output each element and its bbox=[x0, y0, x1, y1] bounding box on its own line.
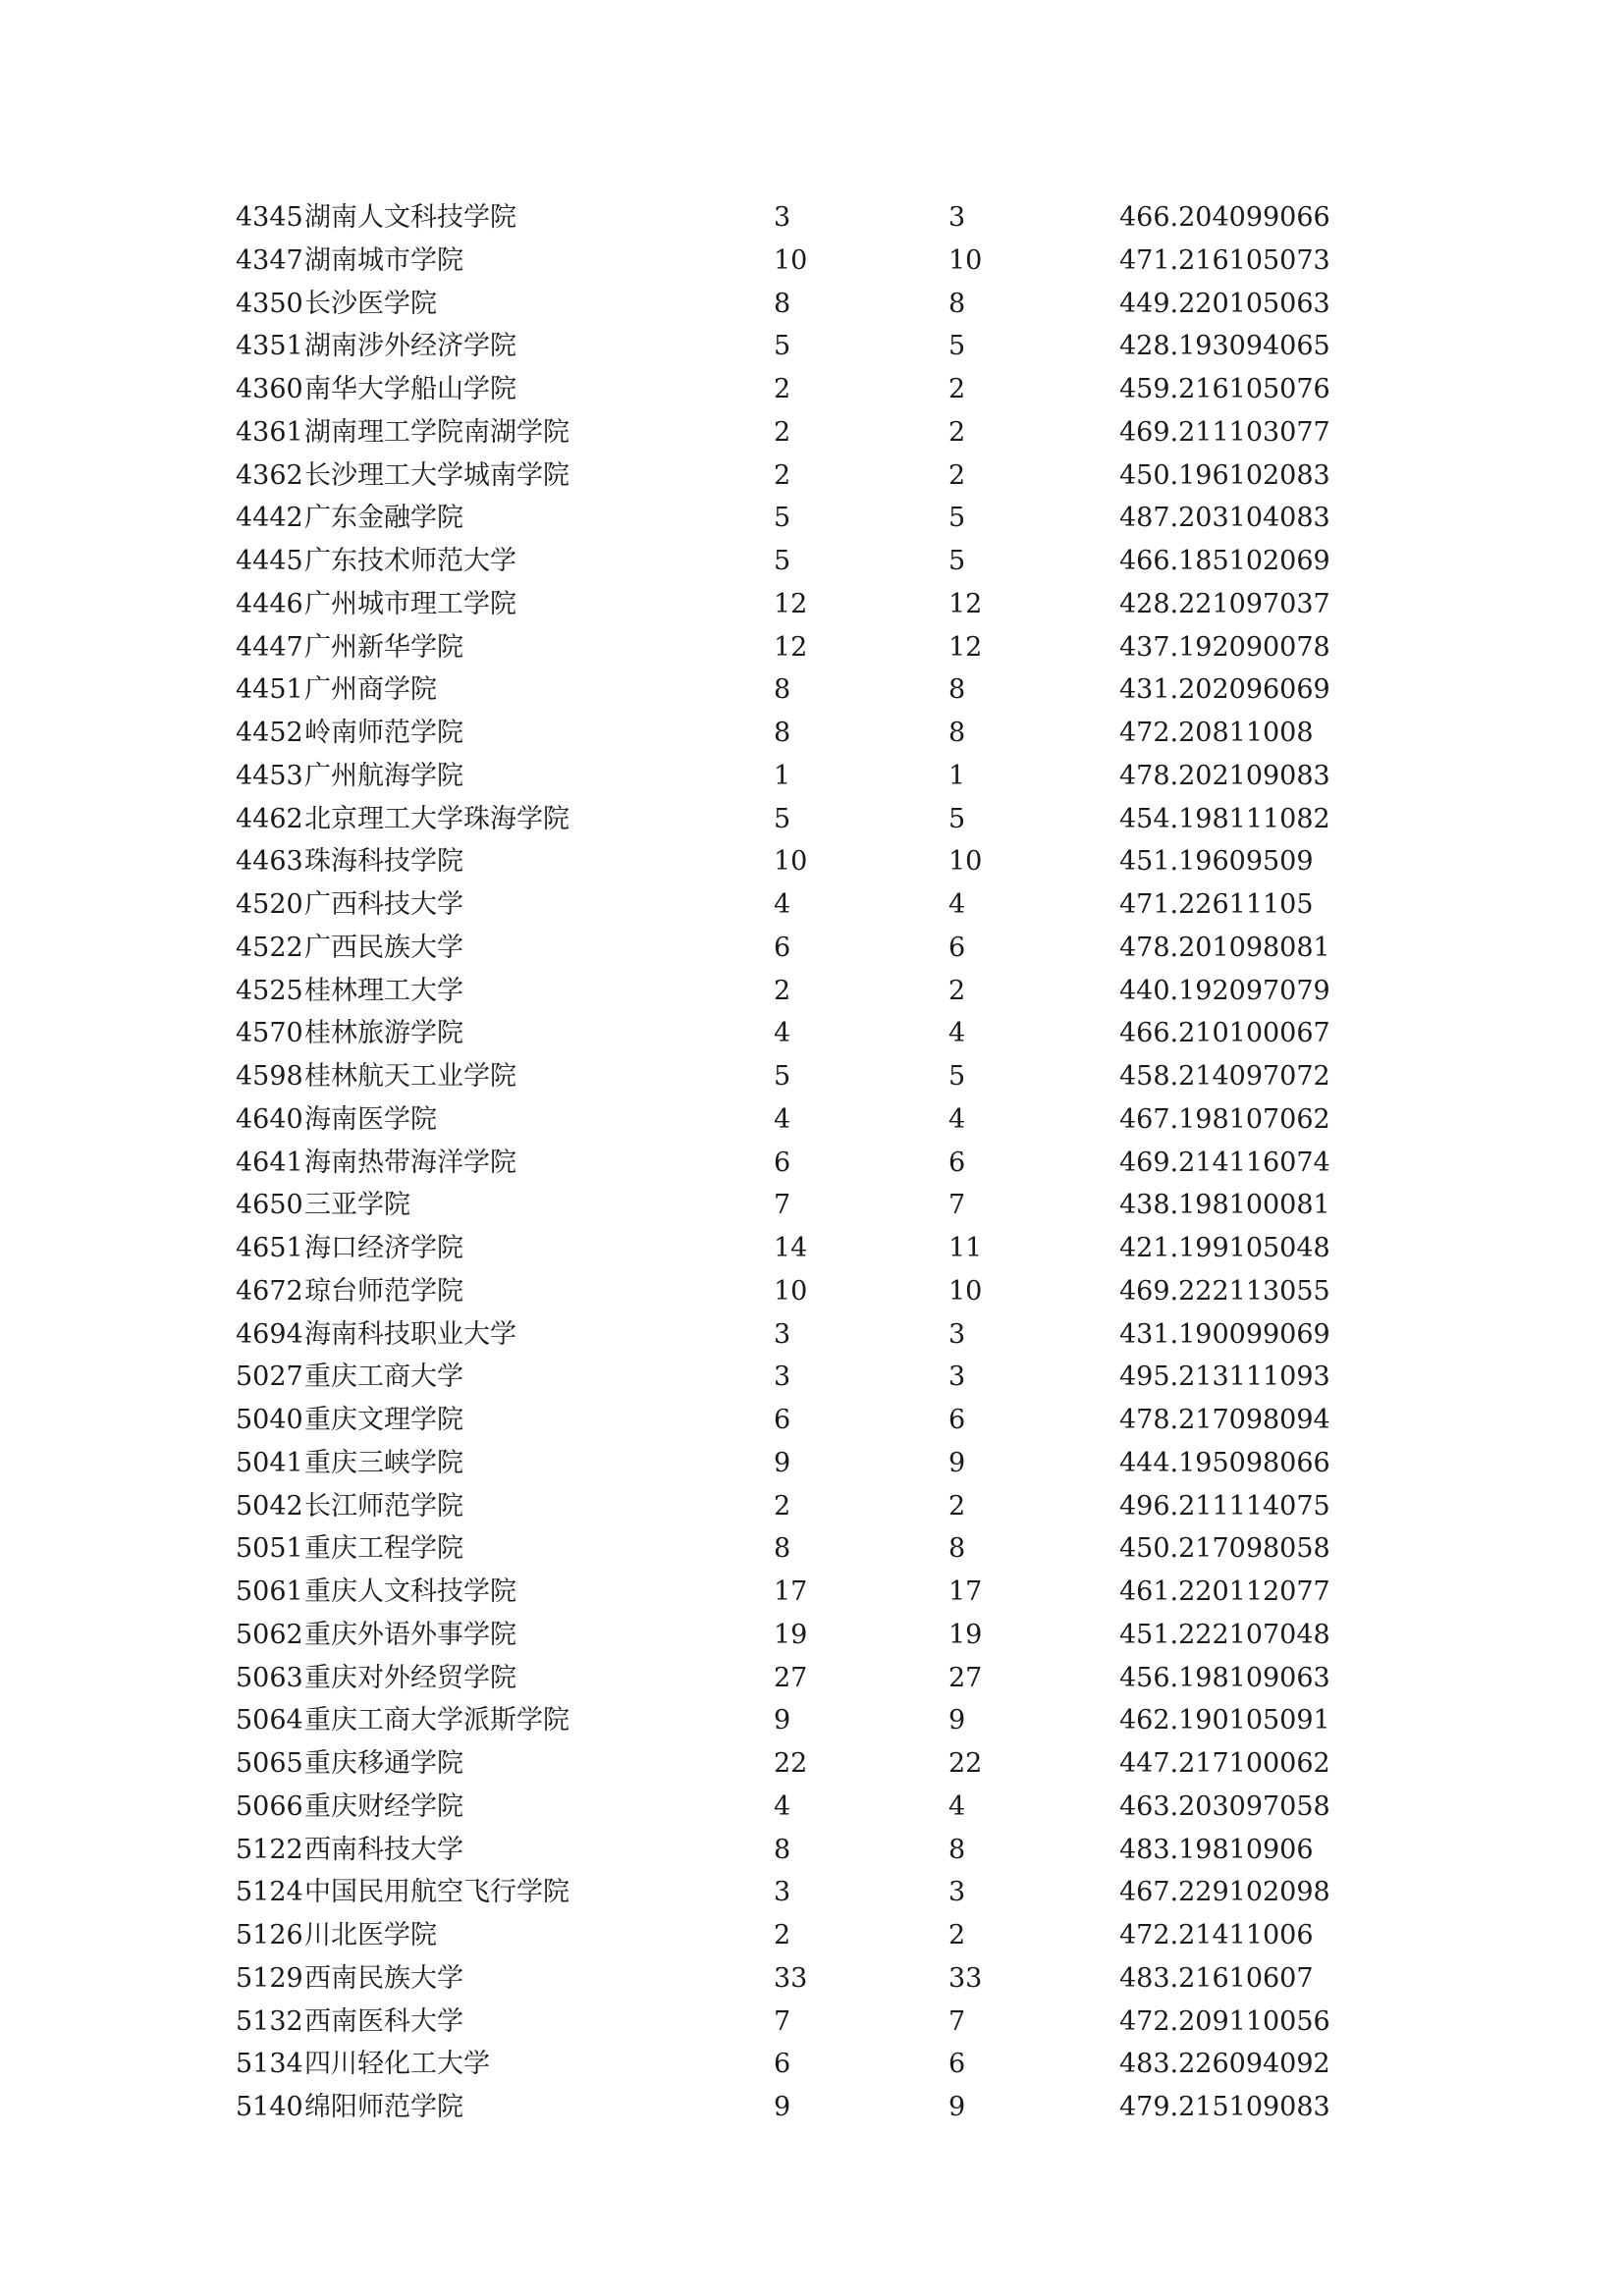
admitted-count: 9 bbox=[948, 2092, 966, 2122]
table-row bbox=[236, 196, 1414, 240]
table-row bbox=[236, 1485, 1414, 1528]
admitted-count: 6 bbox=[948, 2049, 966, 2080]
school-name: 重庆工程学院 bbox=[304, 1533, 463, 1565]
min-score: 471.22611105 bbox=[1119, 889, 1314, 920]
admitted-count: 3 bbox=[948, 1877, 966, 1908]
plan-count: 8 bbox=[774, 1834, 791, 1865]
admitted-count: 17 bbox=[948, 1576, 983, 1607]
min-score: 463.203097058 bbox=[1119, 1790, 1330, 1822]
school-code: 4446 bbox=[236, 588, 303, 619]
school-code: 4345 bbox=[236, 202, 303, 233]
table-row bbox=[236, 626, 1414, 669]
table-row bbox=[236, 1227, 1414, 1270]
min-score: 421.199105048 bbox=[1119, 1233, 1330, 1263]
min-score: 467.198107062 bbox=[1119, 1103, 1330, 1135]
plan-count: 7 bbox=[774, 1190, 791, 1221]
admitted-count: 2 bbox=[948, 1490, 966, 1522]
table-row bbox=[236, 1098, 1414, 1142]
school-code: 4672 bbox=[236, 1275, 303, 1307]
min-score: 451.19609509 bbox=[1119, 846, 1314, 878]
school-code: 4452 bbox=[236, 718, 303, 748]
table-row bbox=[236, 970, 1414, 1013]
plan-count: 9 bbox=[774, 1447, 791, 1478]
table-row bbox=[236, 1871, 1414, 1914]
plan-count: 5 bbox=[774, 803, 791, 834]
school-name: 重庆移通学院 bbox=[304, 1748, 463, 1779]
school-code: 5134 bbox=[236, 2049, 303, 2080]
plan-count: 8 bbox=[774, 718, 791, 748]
school-name: 重庆对外经贸学院 bbox=[304, 1662, 516, 1693]
admitted-count: 2 bbox=[948, 416, 966, 448]
school-name: 海南医学院 bbox=[304, 1103, 437, 1135]
min-score: 471.216105073 bbox=[1119, 244, 1330, 276]
school-code: 4522 bbox=[236, 932, 303, 963]
admitted-count: 7 bbox=[948, 2005, 966, 2037]
school-code: 4650 bbox=[236, 1190, 303, 1221]
min-score: 456.198109063 bbox=[1119, 1662, 1330, 1693]
plan-count: 3 bbox=[774, 1318, 791, 1350]
table-row bbox=[236, 1142, 1414, 1185]
school-name: 重庆文理学院 bbox=[304, 1405, 463, 1435]
school-code: 5065 bbox=[236, 1748, 303, 1779]
table-row bbox=[236, 1657, 1414, 1700]
school-code: 4442 bbox=[236, 503, 303, 534]
plan-count: 10 bbox=[774, 1275, 808, 1307]
school-name: 岭南师范学院 bbox=[304, 718, 463, 748]
plan-count: 8 bbox=[774, 674, 791, 706]
table-row bbox=[236, 2086, 1414, 2129]
school-name: 桂林理工大学 bbox=[304, 975, 463, 1006]
school-name: 桂林旅游学院 bbox=[304, 1018, 463, 1049]
school-name: 桂林航天工业学院 bbox=[304, 1061, 516, 1092]
table-row bbox=[236, 283, 1414, 326]
admitted-count: 12 bbox=[948, 588, 983, 619]
admitted-count: 8 bbox=[948, 1834, 966, 1865]
table-row bbox=[236, 1012, 1414, 1055]
admitted-count: 2 bbox=[948, 975, 966, 1006]
school-code: 5140 bbox=[236, 2092, 303, 2122]
admitted-count: 33 bbox=[948, 1962, 983, 1994]
admitted-count: 9 bbox=[948, 1705, 966, 1736]
plan-count: 5 bbox=[774, 331, 791, 362]
school-name: 中国民用航空飞行学院 bbox=[304, 1877, 569, 1908]
table-row bbox=[236, 712, 1414, 755]
admitted-count: 8 bbox=[948, 718, 966, 748]
school-name: 长沙医学院 bbox=[304, 288, 437, 319]
school-name: 广西民族大学 bbox=[304, 932, 463, 963]
min-score: 451.222107048 bbox=[1119, 1619, 1330, 1650]
school-name: 湖南城市学院 bbox=[304, 244, 463, 276]
min-score: 472.209110056 bbox=[1119, 2005, 1330, 2037]
plan-count: 2 bbox=[774, 416, 791, 448]
min-score: 472.20811008 bbox=[1119, 718, 1314, 748]
admitted-count: 22 bbox=[948, 1748, 983, 1779]
school-name: 西南民族大学 bbox=[304, 1962, 463, 1994]
admitted-count: 5 bbox=[948, 503, 966, 534]
school-code: 4360 bbox=[236, 374, 303, 404]
plan-count: 3 bbox=[774, 1877, 791, 1908]
min-score: 444.195098066 bbox=[1119, 1447, 1330, 1478]
admitted-count: 3 bbox=[948, 1362, 966, 1393]
school-code: 4347 bbox=[236, 244, 303, 276]
school-code: 5042 bbox=[236, 1490, 303, 1522]
admitted-count: 11 bbox=[948, 1233, 983, 1263]
school-code: 5051 bbox=[236, 1533, 303, 1565]
admitted-count: 4 bbox=[948, 1018, 966, 1049]
school-name: 海南热带海洋学院 bbox=[304, 1147, 516, 1178]
school-name: 琼台师范学院 bbox=[304, 1275, 463, 1307]
table-row bbox=[236, 755, 1414, 798]
school-name: 长江师范学院 bbox=[304, 1490, 463, 1522]
plan-count: 27 bbox=[774, 1662, 808, 1693]
min-score: 461.220112077 bbox=[1119, 1576, 1330, 1607]
school-code: 4453 bbox=[236, 760, 303, 791]
admitted-count: 4 bbox=[948, 889, 966, 920]
admitted-count: 4 bbox=[948, 1103, 966, 1135]
school-name: 湖南人文科技学院 bbox=[304, 202, 516, 233]
plan-count: 6 bbox=[774, 1147, 791, 1178]
school-name: 海口经济学院 bbox=[304, 1233, 463, 1263]
min-score: 447.217100062 bbox=[1119, 1748, 1330, 1779]
plan-count: 5 bbox=[774, 503, 791, 534]
admitted-count: 4 bbox=[948, 1790, 966, 1822]
school-code: 4361 bbox=[236, 416, 303, 448]
plan-count: 7 bbox=[774, 2005, 791, 2037]
table-row bbox=[236, 1184, 1414, 1227]
school-code: 5064 bbox=[236, 1705, 303, 1736]
plan-count: 2 bbox=[774, 459, 791, 491]
table-row bbox=[236, 240, 1414, 283]
school-name: 重庆人文科技学院 bbox=[304, 1576, 516, 1607]
plan-count: 3 bbox=[774, 1362, 791, 1393]
school-code: 5124 bbox=[236, 1877, 303, 1908]
min-score: 467.229102098 bbox=[1119, 1877, 1330, 1908]
school-code: 4445 bbox=[236, 546, 303, 576]
admitted-count: 5 bbox=[948, 331, 966, 362]
plan-count: 10 bbox=[774, 244, 808, 276]
table-row bbox=[236, 454, 1414, 498]
plan-count: 4 bbox=[774, 1790, 791, 1822]
school-code: 5040 bbox=[236, 1405, 303, 1435]
school-code: 4651 bbox=[236, 1233, 303, 1263]
min-score: 483.226094092 bbox=[1119, 2049, 1330, 2080]
plan-count: 4 bbox=[774, 1018, 791, 1049]
school-name: 湖南涉外经济学院 bbox=[304, 331, 516, 362]
min-score: 483.19810906 bbox=[1119, 1834, 1314, 1865]
school-code: 5132 bbox=[236, 2005, 303, 2037]
plan-count: 6 bbox=[774, 932, 791, 963]
school-code: 4641 bbox=[236, 1147, 303, 1178]
school-code: 4362 bbox=[236, 459, 303, 491]
school-code: 5066 bbox=[236, 1790, 303, 1822]
school-code: 4350 bbox=[236, 288, 303, 319]
school-name: 重庆外语外事学院 bbox=[304, 1619, 516, 1650]
admitted-count: 8 bbox=[948, 1533, 966, 1565]
table-row bbox=[236, 1356, 1414, 1399]
table-row bbox=[236, 1399, 1414, 1442]
school-code: 5027 bbox=[236, 1362, 303, 1393]
plan-count: 5 bbox=[774, 546, 791, 576]
table-row bbox=[236, 540, 1414, 583]
table-row bbox=[236, 1270, 1414, 1313]
admitted-count: 7 bbox=[948, 1190, 966, 1221]
school-code: 4640 bbox=[236, 1103, 303, 1135]
school-code: 4525 bbox=[236, 975, 303, 1006]
school-code: 5126 bbox=[236, 1920, 303, 1950]
school-name: 广州城市理工学院 bbox=[304, 588, 516, 619]
school-code: 5062 bbox=[236, 1619, 303, 1650]
admitted-count: 10 bbox=[948, 244, 983, 276]
min-score: 478.201098081 bbox=[1119, 932, 1330, 963]
min-score: 469.214116074 bbox=[1119, 1147, 1330, 1178]
admitted-count: 1 bbox=[948, 760, 966, 791]
admitted-count: 2 bbox=[948, 459, 966, 491]
school-name: 重庆三峡学院 bbox=[304, 1447, 463, 1478]
school-name: 广东金融学院 bbox=[304, 503, 463, 534]
school-code: 4351 bbox=[236, 331, 303, 362]
plan-count: 12 bbox=[774, 588, 808, 619]
plan-count: 2 bbox=[774, 374, 791, 404]
table-row bbox=[236, 798, 1414, 841]
min-score: 478.202109083 bbox=[1119, 760, 1330, 791]
school-name: 北京理工大学珠海学院 bbox=[304, 803, 569, 834]
table-row bbox=[236, 497, 1414, 540]
school-code: 4447 bbox=[236, 631, 303, 663]
school-name: 西南科技大学 bbox=[304, 1834, 463, 1865]
school-code: 4451 bbox=[236, 674, 303, 706]
school-code: 4694 bbox=[236, 1318, 303, 1350]
school-name: 湖南理工学院南湖学院 bbox=[304, 416, 569, 448]
plan-count: 4 bbox=[774, 1103, 791, 1135]
min-score: 479.215109083 bbox=[1119, 2092, 1330, 2122]
plan-count: 17 bbox=[774, 1576, 808, 1607]
plan-count: 14 bbox=[774, 1233, 808, 1263]
admitted-count: 8 bbox=[948, 288, 966, 319]
min-score: 437.192090078 bbox=[1119, 631, 1330, 663]
min-score: 450.217098058 bbox=[1119, 1533, 1330, 1565]
table-row bbox=[236, 1055, 1414, 1098]
plan-count: 2 bbox=[774, 1490, 791, 1522]
plan-count: 9 bbox=[774, 1705, 791, 1736]
school-name: 珠海科技学院 bbox=[304, 846, 463, 878]
school-name: 南华大学船山学院 bbox=[304, 374, 516, 404]
min-score: 469.222113055 bbox=[1119, 1275, 1330, 1307]
school-code: 5061 bbox=[236, 1576, 303, 1607]
school-name: 四川轻化工大学 bbox=[304, 2049, 490, 2080]
min-score: 431.190099069 bbox=[1119, 1318, 1330, 1350]
table-row bbox=[236, 840, 1414, 883]
table-row bbox=[236, 1786, 1414, 1829]
table-row bbox=[236, 2001, 1414, 2044]
plan-count: 2 bbox=[774, 1920, 791, 1950]
min-score: 450.196102083 bbox=[1119, 459, 1330, 491]
plan-count: 8 bbox=[774, 1533, 791, 1565]
admitted-count: 5 bbox=[948, 1061, 966, 1092]
table-row bbox=[236, 368, 1414, 411]
school-name: 广西科技大学 bbox=[304, 889, 463, 920]
plan-count: 3 bbox=[774, 202, 791, 233]
min-score: 459.216105076 bbox=[1119, 374, 1330, 404]
plan-count: 2 bbox=[774, 975, 791, 1006]
school-code: 5063 bbox=[236, 1662, 303, 1693]
min-score: 431.202096069 bbox=[1119, 674, 1330, 706]
min-score: 440.192097079 bbox=[1119, 975, 1330, 1006]
plan-count: 4 bbox=[774, 889, 791, 920]
min-score: 487.203104083 bbox=[1119, 503, 1330, 534]
table-row bbox=[236, 411, 1414, 454]
plan-count: 1 bbox=[774, 760, 791, 791]
min-score: 496.211114075 bbox=[1119, 1490, 1330, 1522]
plan-count: 6 bbox=[774, 2049, 791, 2080]
plan-count: 12 bbox=[774, 631, 808, 663]
admitted-count: 5 bbox=[948, 546, 966, 576]
min-score: 438.198100081 bbox=[1119, 1190, 1330, 1221]
school-name: 海南科技职业大学 bbox=[304, 1318, 516, 1350]
admitted-count: 9 bbox=[948, 1447, 966, 1478]
admitted-count: 2 bbox=[948, 1920, 966, 1950]
table-row bbox=[236, 1742, 1414, 1786]
min-score: 466.204099066 bbox=[1119, 202, 1330, 233]
min-score: 472.21411006 bbox=[1119, 1920, 1314, 1950]
min-score: 478.217098094 bbox=[1119, 1405, 1330, 1435]
admitted-count: 12 bbox=[948, 631, 983, 663]
school-name: 西南医科大学 bbox=[304, 2005, 463, 2037]
table-row bbox=[236, 1699, 1414, 1742]
table-row bbox=[236, 927, 1414, 970]
table-row bbox=[236, 668, 1414, 712]
admitted-count: 10 bbox=[948, 846, 983, 878]
min-score: 458.214097072 bbox=[1119, 1061, 1330, 1092]
admitted-count: 27 bbox=[948, 1662, 983, 1693]
table-row bbox=[236, 1614, 1414, 1657]
min-score: 483.21610607 bbox=[1119, 1962, 1314, 1994]
table-row bbox=[236, 883, 1414, 927]
min-score: 466.210100067 bbox=[1119, 1018, 1330, 1049]
plan-count: 6 bbox=[774, 1405, 791, 1435]
school-code: 5041 bbox=[236, 1447, 303, 1478]
min-score: 466.185102069 bbox=[1119, 546, 1330, 576]
min-score: 462.190105091 bbox=[1119, 1705, 1330, 1736]
school-name: 绵阳师范学院 bbox=[304, 2092, 463, 2122]
min-score: 428.221097037 bbox=[1119, 588, 1330, 619]
min-score: 449.220105063 bbox=[1119, 288, 1330, 319]
min-score: 495.213111093 bbox=[1119, 1362, 1330, 1393]
school-code: 4598 bbox=[236, 1061, 303, 1092]
table-row bbox=[236, 1442, 1414, 1485]
plan-count: 9 bbox=[774, 2092, 791, 2122]
plan-count: 22 bbox=[774, 1748, 808, 1779]
school-name: 长沙理工大学城南学院 bbox=[304, 459, 569, 491]
plan-count: 5 bbox=[774, 1061, 791, 1092]
admitted-count: 5 bbox=[948, 803, 966, 834]
table-row bbox=[236, 1571, 1414, 1614]
admitted-count: 10 bbox=[948, 1275, 983, 1307]
plan-count: 10 bbox=[774, 846, 808, 878]
table-row bbox=[236, 1829, 1414, 1872]
admitted-count: 3 bbox=[948, 1318, 966, 1350]
min-score: 454.198111082 bbox=[1119, 803, 1330, 834]
school-code: 5122 bbox=[236, 1834, 303, 1865]
admitted-count: 6 bbox=[948, 1405, 966, 1435]
school-name: 重庆财经学院 bbox=[304, 1790, 463, 1822]
table-row bbox=[236, 2043, 1414, 2086]
table-row bbox=[236, 1914, 1414, 1957]
school-name: 广东技术师范大学 bbox=[304, 546, 516, 576]
admitted-count: 8 bbox=[948, 674, 966, 706]
plan-count: 33 bbox=[774, 1962, 808, 1994]
table-row bbox=[236, 325, 1414, 368]
admitted-count: 6 bbox=[948, 1147, 966, 1178]
plan-count: 8 bbox=[774, 288, 791, 319]
school-code: 4570 bbox=[236, 1018, 303, 1049]
table-row bbox=[236, 1957, 1414, 2001]
min-score: 428.193094065 bbox=[1119, 331, 1330, 362]
admitted-count: 3 bbox=[948, 202, 966, 233]
school-name: 广州商学院 bbox=[304, 674, 437, 706]
school-code: 5129 bbox=[236, 1962, 303, 1994]
school-name: 重庆工商大学 bbox=[304, 1362, 463, 1393]
plan-count: 19 bbox=[774, 1619, 808, 1650]
admission-table bbox=[236, 196, 1414, 2129]
min-score: 469.211103077 bbox=[1119, 416, 1330, 448]
school-code: 4462 bbox=[236, 803, 303, 834]
school-name: 川北医学院 bbox=[304, 1920, 437, 1950]
school-code: 4520 bbox=[236, 889, 303, 920]
school-name: 广州新华学院 bbox=[304, 631, 463, 663]
table-row bbox=[236, 1527, 1414, 1571]
school-name: 重庆工商大学派斯学院 bbox=[304, 1705, 569, 1736]
table-row bbox=[236, 1313, 1414, 1357]
admitted-count: 6 bbox=[948, 932, 966, 963]
school-name: 广州航海学院 bbox=[304, 760, 463, 791]
school-name: 三亚学院 bbox=[304, 1190, 410, 1221]
table-row bbox=[236, 583, 1414, 626]
school-code: 4463 bbox=[236, 846, 303, 878]
admitted-count: 2 bbox=[948, 374, 966, 404]
admitted-count: 19 bbox=[948, 1619, 983, 1650]
